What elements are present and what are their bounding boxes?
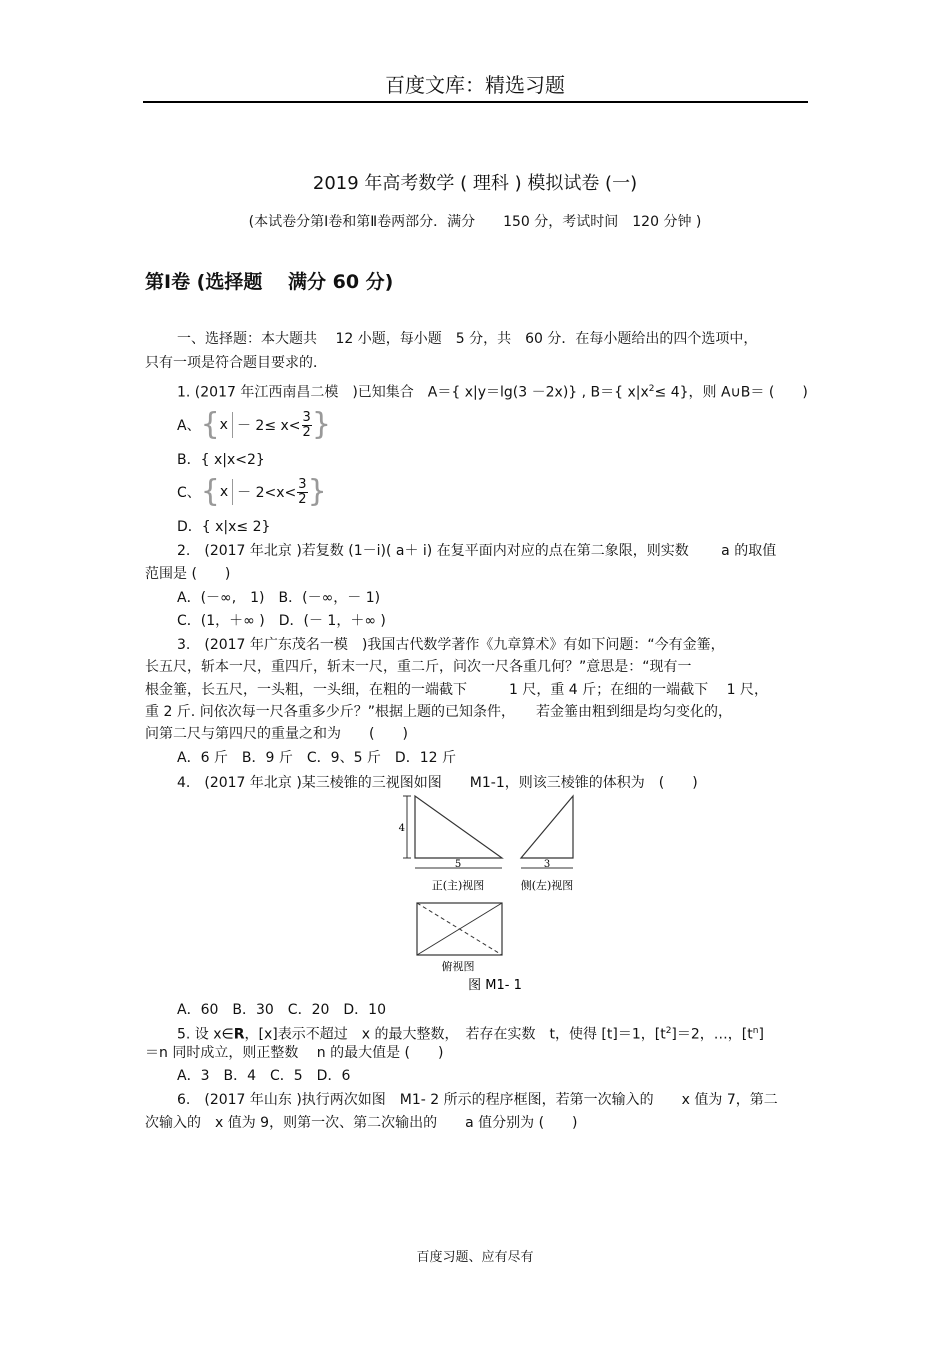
q1-a-den: 2 xyxy=(302,424,311,440)
set-bar-icon xyxy=(232,412,233,438)
left-brace-icon: { xyxy=(200,407,220,442)
q1-option-d: D．{ x|x≤ 2} xyxy=(177,519,271,535)
q2-line-1: 2. (2017 年北京 )若复数 (1－i)( a＋ i) 在复平面内对应的点在第二象限，则实数 a 的取值 xyxy=(177,543,777,559)
q2-line-2: 范围是 ( ) xyxy=(145,566,231,582)
q1-c-label: C、 xyxy=(177,485,201,501)
q1-option-a xyxy=(177,405,331,445)
q1-c-fraction xyxy=(297,478,307,507)
header-title: 百度文库：精选习题 xyxy=(385,73,565,97)
front-height-label: 4 xyxy=(398,823,405,834)
q5-sup-2: 2 xyxy=(665,1026,672,1036)
q1-a-num: 3 xyxy=(302,409,311,425)
q6-line-1: 6. (2017 年山东 )执行两次如图 M1- 2 所示的程序框图，若第一次输入的 x 值为 7，第二 xyxy=(177,1092,778,1108)
intro-line-2: 只有一项是符合题目要求的． xyxy=(145,355,327,371)
q1-stem-sup: 2 xyxy=(648,384,655,394)
q4-line-1: 4. (2017 年北京 )某三棱锥的三视图如图 M1-1，则该三棱锥的体积为 ( ) xyxy=(177,775,698,791)
q1-c-den: 2 xyxy=(298,491,307,507)
q5-text-a: 5. 设 x∈ xyxy=(177,1026,234,1043)
set-bar-icon xyxy=(232,479,233,505)
intro-line-1: 一、选择题：本大题共 12 小题，每小题 5 分，共 60 分．在每小题给出的四个选项中， xyxy=(177,331,758,347)
side-view-label: 侧(左)视图 xyxy=(520,879,574,892)
q1-option-b: B．{ x|x<2} xyxy=(177,452,265,468)
q2-options-2: C．(1，＋∞ ) D．(－ 1，＋∞ ) xyxy=(177,613,386,629)
section-heading: 第Ⅰ卷 (选择题 满分 60 分) xyxy=(145,271,394,293)
q1-a-cond: － 2≤ x< xyxy=(236,418,301,434)
q2-options-1: A．(－∞, 1) B．(－∞，－ 1) xyxy=(177,590,381,606)
q6-line-2: 次输入的 x 值为 9，则第一次、第二次输出的 a 值分别为 ( ) xyxy=(145,1115,578,1131)
page-footer: 百度习题、应有尽有 xyxy=(416,1250,534,1265)
q1-a-var: x xyxy=(219,417,228,433)
header-rule xyxy=(143,101,808,103)
exam-note: (本试卷分第Ⅰ卷和第Ⅱ卷两部分．满分 150 分，考试时间 120 分钟 ) xyxy=(248,214,702,230)
q1-a-label: A、 xyxy=(177,418,201,434)
q4-options: A．60 B．30 C．20 D．10 xyxy=(177,1002,386,1018)
front-view-triangle xyxy=(415,796,502,858)
q5-options: A．3 B．4 C．5 D．6 xyxy=(177,1068,351,1084)
q5-text-c: ]＝2，…，[t xyxy=(671,1026,753,1043)
left-brace-icon: { xyxy=(200,474,220,509)
q3-line-2: 长五尺，斩本一尺，重四斤，斩末一尺，重二斤，问次一尺各重几何？”意思是：“现有一 xyxy=(145,659,692,675)
side-width-label: 3 xyxy=(543,859,551,870)
figure-caption: 图 M1- 1 xyxy=(468,978,522,993)
q1-option-c xyxy=(177,472,327,512)
right-brace-icon: } xyxy=(307,474,327,509)
three-view-figure xyxy=(395,788,605,998)
right-brace-icon: } xyxy=(311,407,331,442)
top-view-label: 俯视图 xyxy=(441,960,475,973)
q3-line-5: 问第二尺与第四尺的重量之和为 ( ) xyxy=(145,726,408,742)
q5-text-d: ] xyxy=(758,1026,764,1043)
q1-c-cond: － 2<x< xyxy=(237,485,297,501)
q5-line-2: ＝n 同时成立，则正整数 n 的最大值是 ( ) xyxy=(145,1045,444,1061)
q5-text-b: ，[x]表示不超过 x 的最大整数， 若存在实数 t，使得 [t]＝1，[t xyxy=(244,1026,666,1043)
q1-a-fraction xyxy=(302,411,312,440)
q3-line-1: 3. (2017 年广东茂名一模 )我国古代数学著作《九章算术》有如下问题：“今有金箠， xyxy=(177,637,725,653)
q1-stem-b: ≤ 4}，则 A∪B＝ ( ) xyxy=(654,384,808,401)
q1-stem-a: 1. (2017 年江西南昌二模 )已知集合 A＝{ x|y＝lg(3 －2x)} , B＝{ x|x xyxy=(177,384,649,401)
front-view-label: 正(主)视图 xyxy=(431,879,485,892)
q1-stem xyxy=(177,380,808,402)
page-title: 2019 年高考数学 ( 理科 ) 模拟试卷 (一) xyxy=(312,173,638,194)
q3-line-4: 重 2 斤. 问依次每一尺各重多少斤？”根据上题的已知条件， 若金箠由粗到细是均匀变化的， xyxy=(145,704,732,720)
q5-line-1 xyxy=(177,1022,764,1044)
q3-line-3: 根金箠，长五尺，一头粗，一头细，在粗的一端截下 1 尺，重 4 斤；在细的一端截下 1 尺， xyxy=(145,682,768,698)
front-width-label: 5 xyxy=(454,859,462,870)
q1-c-var: x xyxy=(219,484,229,500)
q5-real-set: R xyxy=(233,1026,245,1043)
q3-options: A．6 斤 B．9 斤 C．9、5 斤 D．12 斤 xyxy=(177,750,456,766)
side-view-triangle xyxy=(521,796,573,858)
q1-c-num: 3 xyxy=(298,476,307,492)
q5-sup-n: n xyxy=(752,1026,759,1036)
